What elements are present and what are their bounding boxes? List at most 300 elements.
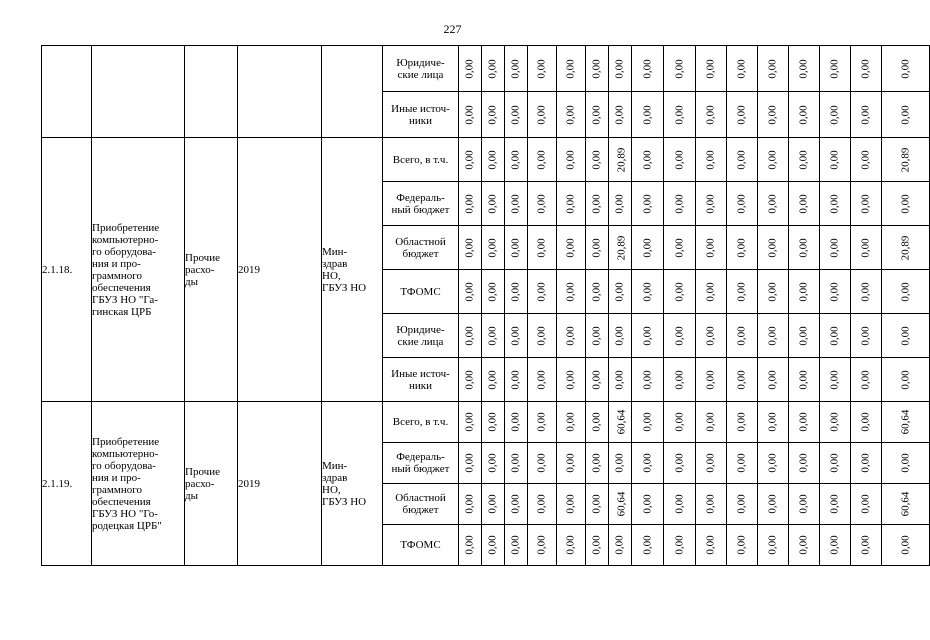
item-name: Приобретение компьютерно- го оборудова- ния и про- граммного обеспечения ГБУЗ НО "Го- родецкая ЦРБ" [92, 402, 185, 566]
value-cell [632, 226, 664, 270]
value-cell [459, 358, 482, 402]
source-cell: ТФОМС [383, 270, 459, 314]
value-text: 0,00 [487, 535, 499, 555]
value-cell [482, 525, 505, 566]
value-cell [851, 182, 882, 226]
value-cell [727, 46, 758, 92]
value-cell [758, 358, 789, 402]
value-text: 0,00 [899, 281, 912, 302]
value-text: 0,00 [673, 149, 686, 170]
value-text: 0,00 [798, 494, 810, 514]
value-cell [882, 226, 930, 270]
value-text: 60,64 [899, 409, 912, 435]
value-text: 0,00 [536, 237, 548, 258]
value-text: 0,00 [464, 535, 476, 555]
value-cell [664, 270, 696, 314]
value-cell [609, 46, 632, 92]
source-cell: Всего, в т.ч. [383, 138, 459, 182]
value-cell [505, 92, 528, 138]
value-cell [851, 402, 882, 443]
value-cell [505, 314, 528, 358]
value-text: 0,00 [536, 494, 548, 514]
value-text: 0,00 [798, 535, 810, 555]
value-cell [851, 525, 882, 566]
value-text: 0,00 [829, 237, 841, 258]
value-cell [459, 525, 482, 566]
value-text: 0,00 [536, 58, 548, 79]
value-cell [696, 138, 727, 182]
value-cell [696, 182, 727, 226]
value-cell [882, 182, 930, 226]
value-text: 0,00 [536, 325, 548, 346]
value-text: 0,00 [614, 453, 626, 473]
value-text: 0,00 [899, 325, 912, 346]
value-cell [882, 402, 930, 443]
value-text: 0,00 [767, 412, 779, 432]
value-text: 0,00 [641, 494, 654, 514]
value-text: 0,00 [767, 369, 779, 390]
value-text: 0,00 [591, 104, 603, 125]
value-text: 0,00 [641, 237, 654, 258]
value-cell [820, 443, 851, 484]
value-text: 0,00 [510, 369, 522, 390]
value-text: 0,00 [860, 237, 872, 258]
value-text: 0,00 [798, 453, 810, 473]
value-text: 0,00 [487, 237, 499, 258]
value-text: 0,00 [510, 58, 522, 79]
value-cell [632, 182, 664, 226]
value-text: 0,00 [767, 535, 779, 555]
value-cell [820, 92, 851, 138]
value-text: 0,00 [736, 281, 748, 302]
value-cell [664, 92, 696, 138]
value-text: 0,00 [673, 193, 686, 214]
value-text: 0,00 [464, 453, 476, 473]
value-text: 0,00 [705, 104, 717, 125]
value-text: 0,00 [591, 412, 603, 432]
value-text: 0,00 [487, 58, 499, 79]
source-cell: ТФОМС [383, 525, 459, 566]
value-cell [528, 314, 557, 358]
source-cell: Областной бюджет [383, 226, 459, 270]
value-cell [459, 138, 482, 182]
value-text: 0,00 [829, 281, 841, 302]
page-number: 227 [443, 22, 462, 36]
value-text: 0,00 [510, 149, 522, 170]
value-cell [632, 92, 664, 138]
budget-table [41, 45, 930, 566]
value-text: 0,00 [464, 104, 476, 125]
value-text: 0,00 [565, 535, 577, 555]
value-cell [557, 314, 586, 358]
value-text: 0,00 [736, 193, 748, 214]
value-cell [851, 484, 882, 525]
value-text: 0,00 [591, 281, 603, 302]
item-executor: Мин- здрав НО, ГБУЗ НО [322, 402, 383, 566]
value-text: 0,00 [673, 104, 686, 125]
value-text: 0,00 [591, 58, 603, 79]
value-cell [851, 358, 882, 402]
value-cell [789, 484, 820, 525]
value-cell [609, 92, 632, 138]
value-cell [820, 138, 851, 182]
value-text: 0,00 [673, 281, 686, 302]
value-cell [557, 138, 586, 182]
value-cell [727, 484, 758, 525]
value-cell [820, 226, 851, 270]
value-cell [820, 270, 851, 314]
value-text: 0,00 [487, 193, 499, 214]
value-cell [758, 226, 789, 270]
value-text: 0,00 [536, 453, 548, 473]
value-cell [632, 314, 664, 358]
value-cell [727, 138, 758, 182]
value-cell [851, 226, 882, 270]
item-year: 2019 [238, 138, 322, 402]
value-cell [609, 314, 632, 358]
value-cell [632, 138, 664, 182]
value-text: 0,00 [565, 494, 577, 514]
item-expense-type: Прочие расхо- ды [185, 138, 238, 402]
number-cell [42, 46, 92, 138]
value-cell [758, 443, 789, 484]
value-text: 0,00 [860, 412, 872, 432]
value-cell [727, 525, 758, 566]
item-expense-type: Прочие расхо- ды [185, 402, 238, 566]
value-cell [727, 358, 758, 402]
value-cell [758, 138, 789, 182]
value-text: 0,00 [860, 369, 872, 390]
value-text: 0,00 [767, 58, 779, 79]
value-cell [459, 402, 482, 443]
value-cell [459, 443, 482, 484]
value-cell [789, 226, 820, 270]
value-cell [696, 484, 727, 525]
value-text: 0,00 [536, 369, 548, 390]
value-text: 0,00 [736, 104, 748, 125]
value-cell [696, 314, 727, 358]
value-cell [696, 402, 727, 443]
value-cell [609, 358, 632, 402]
value-cell [528, 92, 557, 138]
value-cell [528, 46, 557, 92]
value-cell [632, 402, 664, 443]
value-cell [789, 402, 820, 443]
value-text: 0,00 [565, 58, 577, 79]
value-cell [758, 182, 789, 226]
table-body [42, 46, 930, 566]
value-text: 0,00 [705, 281, 717, 302]
value-cell [505, 358, 528, 402]
value-text: 0,00 [798, 104, 810, 125]
value-text: 0,00 [798, 281, 810, 302]
value-cell [820, 402, 851, 443]
value-text: 60,64 [899, 491, 912, 517]
value-text: 0,00 [464, 193, 476, 214]
value-text: 0,00 [829, 104, 841, 125]
value-text: 0,00 [614, 281, 626, 302]
value-cell [727, 314, 758, 358]
value-cell [664, 138, 696, 182]
source-cell: Юридиче- ские лица [383, 46, 459, 92]
value-text: 0,00 [536, 149, 548, 170]
value-cell [758, 484, 789, 525]
value-cell [632, 46, 664, 92]
value-cell [609, 484, 632, 525]
value-text: 0,00 [565, 104, 577, 125]
value-cell [586, 92, 609, 138]
value-text: 0,00 [565, 369, 577, 390]
value-text: 0,00 [705, 237, 717, 258]
value-text: 0,00 [487, 281, 499, 302]
value-cell [586, 46, 609, 92]
value-cell [664, 402, 696, 443]
executor-cell [322, 46, 383, 138]
value-text: 0,00 [641, 281, 654, 302]
value-text: 0,00 [565, 193, 577, 214]
value-text: 0,00 [736, 412, 748, 432]
value-text: 0,00 [736, 325, 748, 346]
value-cell [696, 226, 727, 270]
value-text: 0,00 [767, 453, 779, 473]
item-number: 2.1.19. [42, 402, 92, 566]
value-cell [459, 484, 482, 525]
value-cell [820, 358, 851, 402]
value-cell [789, 92, 820, 138]
value-text: 0,00 [487, 325, 499, 346]
value-cell [459, 270, 482, 314]
value-text: 0,00 [591, 149, 603, 170]
value-text: 0,00 [673, 453, 686, 473]
value-text: 0,00 [464, 149, 476, 170]
value-cell [505, 46, 528, 92]
value-text: 0,00 [536, 193, 548, 214]
value-cell [632, 484, 664, 525]
value-text: 0,00 [510, 453, 522, 473]
value-text: 0,00 [899, 104, 912, 125]
value-cell [851, 443, 882, 484]
value-cell [632, 443, 664, 484]
value-cell [586, 270, 609, 314]
value-cell [696, 270, 727, 314]
value-text: 0,00 [591, 325, 603, 346]
value-text: 0,00 [860, 149, 872, 170]
value-text: 0,00 [536, 281, 548, 302]
value-cell [609, 443, 632, 484]
value-cell [557, 270, 586, 314]
value-text: 0,00 [614, 193, 626, 214]
value-text: 0,00 [464, 58, 476, 79]
value-text: 0,00 [591, 369, 603, 390]
value-cell [789, 525, 820, 566]
value-cell [586, 138, 609, 182]
value-cell [758, 402, 789, 443]
value-text: 0,00 [487, 494, 499, 514]
value-text: 0,00 [510, 325, 522, 346]
value-text: 0,00 [614, 104, 626, 125]
value-text: 0,00 [464, 494, 476, 514]
value-text: 0,00 [899, 193, 912, 214]
value-cell [528, 270, 557, 314]
value-text: 0,00 [860, 58, 872, 79]
value-cell [557, 402, 586, 443]
value-cell [609, 138, 632, 182]
value-text: 0,00 [798, 193, 810, 214]
value-cell [557, 182, 586, 226]
value-cell [882, 270, 930, 314]
value-text: 0,00 [487, 412, 499, 432]
value-cell [820, 46, 851, 92]
value-text: 0,00 [673, 412, 686, 432]
value-cell [664, 46, 696, 92]
value-cell [528, 138, 557, 182]
value-text: 0,00 [464, 369, 476, 390]
value-text: 0,00 [510, 535, 522, 555]
value-text: 0,00 [641, 58, 654, 79]
value-cell [586, 182, 609, 226]
value-text: 0,00 [510, 281, 522, 302]
value-text: 0,00 [705, 58, 717, 79]
value-cell [482, 270, 505, 314]
value-text: 60,64 [615, 409, 628, 435]
value-text: 0,00 [591, 237, 603, 258]
value-cell [505, 484, 528, 525]
value-cell [528, 226, 557, 270]
value-cell [609, 525, 632, 566]
value-text: 0,00 [614, 325, 626, 346]
value-text: 0,00 [510, 412, 522, 432]
value-cell [586, 443, 609, 484]
value-cell [482, 443, 505, 484]
value-text: 0,00 [510, 494, 522, 514]
value-text: 0,00 [673, 494, 686, 514]
value-cell [459, 314, 482, 358]
value-text: 0,00 [536, 412, 548, 432]
value-text: 0,00 [464, 325, 476, 346]
value-text: 0,00 [736, 494, 748, 514]
value-cell [664, 182, 696, 226]
value-cell [609, 226, 632, 270]
value-text: 0,00 [565, 412, 577, 432]
value-text: 0,00 [536, 535, 548, 555]
source-cell: Юридиче- ские лица [383, 314, 459, 358]
source-cell: Всего, в т.ч. [383, 402, 459, 443]
value-text: 0,00 [673, 237, 686, 258]
value-cell [882, 46, 930, 92]
value-cell [727, 92, 758, 138]
value-cell [586, 484, 609, 525]
name-cell [92, 46, 185, 138]
value-cell [557, 443, 586, 484]
value-cell [820, 182, 851, 226]
value-text: 0,00 [899, 453, 912, 473]
value-text: 0,00 [829, 494, 841, 514]
value-cell [789, 138, 820, 182]
value-text: 0,00 [673, 325, 686, 346]
item-name: Приобретение компьютерно- го оборудова- ния и про- граммного обеспечения ГБУЗ НО "Га- гинская ЦРБ [92, 138, 185, 402]
value-text: 0,00 [641, 412, 654, 432]
value-text: 0,00 [705, 369, 717, 390]
value-cell [557, 358, 586, 402]
value-text: 0,00 [860, 494, 872, 514]
value-text: 0,00 [798, 237, 810, 258]
value-cell [632, 525, 664, 566]
value-cell [482, 138, 505, 182]
value-text: 0,00 [565, 281, 577, 302]
value-text: 0,00 [565, 325, 577, 346]
value-text: 0,00 [565, 237, 577, 258]
source-cell: Областной бюджет [383, 484, 459, 525]
value-text: 0,00 [736, 453, 748, 473]
value-text: 0,00 [736, 369, 748, 390]
value-cell [664, 484, 696, 525]
value-cell [609, 402, 632, 443]
source-cell: Иные источ- ники [383, 92, 459, 138]
value-cell [505, 182, 528, 226]
value-cell [851, 138, 882, 182]
value-cell [758, 314, 789, 358]
value-text: 0,00 [736, 535, 748, 555]
value-text: 20,89 [899, 235, 912, 260]
value-cell [851, 92, 882, 138]
source-cell: Федераль- ный бюджет [383, 443, 459, 484]
value-cell [696, 525, 727, 566]
value-text: 0,00 [829, 535, 841, 555]
value-text: 0,00 [860, 281, 872, 302]
value-text: 20,89 [615, 147, 628, 172]
value-text: 0,00 [591, 535, 603, 555]
value-cell [727, 270, 758, 314]
table-row [42, 138, 930, 182]
value-cell [482, 358, 505, 402]
value-text: 0,00 [464, 412, 476, 432]
value-text: 0,00 [487, 104, 499, 125]
value-text: 0,00 [767, 237, 779, 258]
value-cell [696, 92, 727, 138]
value-cell [586, 525, 609, 566]
source-cell: Иные источ- ники [383, 358, 459, 402]
value-cell [758, 270, 789, 314]
value-cell [609, 182, 632, 226]
value-text: 0,00 [798, 369, 810, 390]
value-text: 0,00 [705, 535, 717, 555]
value-cell [459, 46, 482, 92]
value-cell [609, 270, 632, 314]
value-cell [505, 270, 528, 314]
table-row [42, 46, 930, 92]
value-text: 0,00 [705, 325, 717, 346]
value-cell [820, 484, 851, 525]
value-cell [557, 226, 586, 270]
value-cell [557, 525, 586, 566]
value-text: 0,00 [705, 149, 717, 170]
value-cell [586, 314, 609, 358]
value-text: 0,00 [487, 369, 499, 390]
table-row [42, 402, 930, 443]
value-cell [851, 270, 882, 314]
value-cell [727, 402, 758, 443]
value-text: 0,00 [614, 369, 626, 390]
value-text: 0,00 [641, 149, 654, 170]
value-cell [482, 484, 505, 525]
value-cell [789, 270, 820, 314]
value-text: 0,00 [641, 369, 654, 390]
value-text: 0,00 [487, 453, 499, 473]
item-number: 2.1.18. [42, 138, 92, 402]
value-text: 0,00 [510, 237, 522, 258]
item-year: 2019 [238, 402, 322, 566]
value-text: 0,00 [705, 453, 717, 473]
